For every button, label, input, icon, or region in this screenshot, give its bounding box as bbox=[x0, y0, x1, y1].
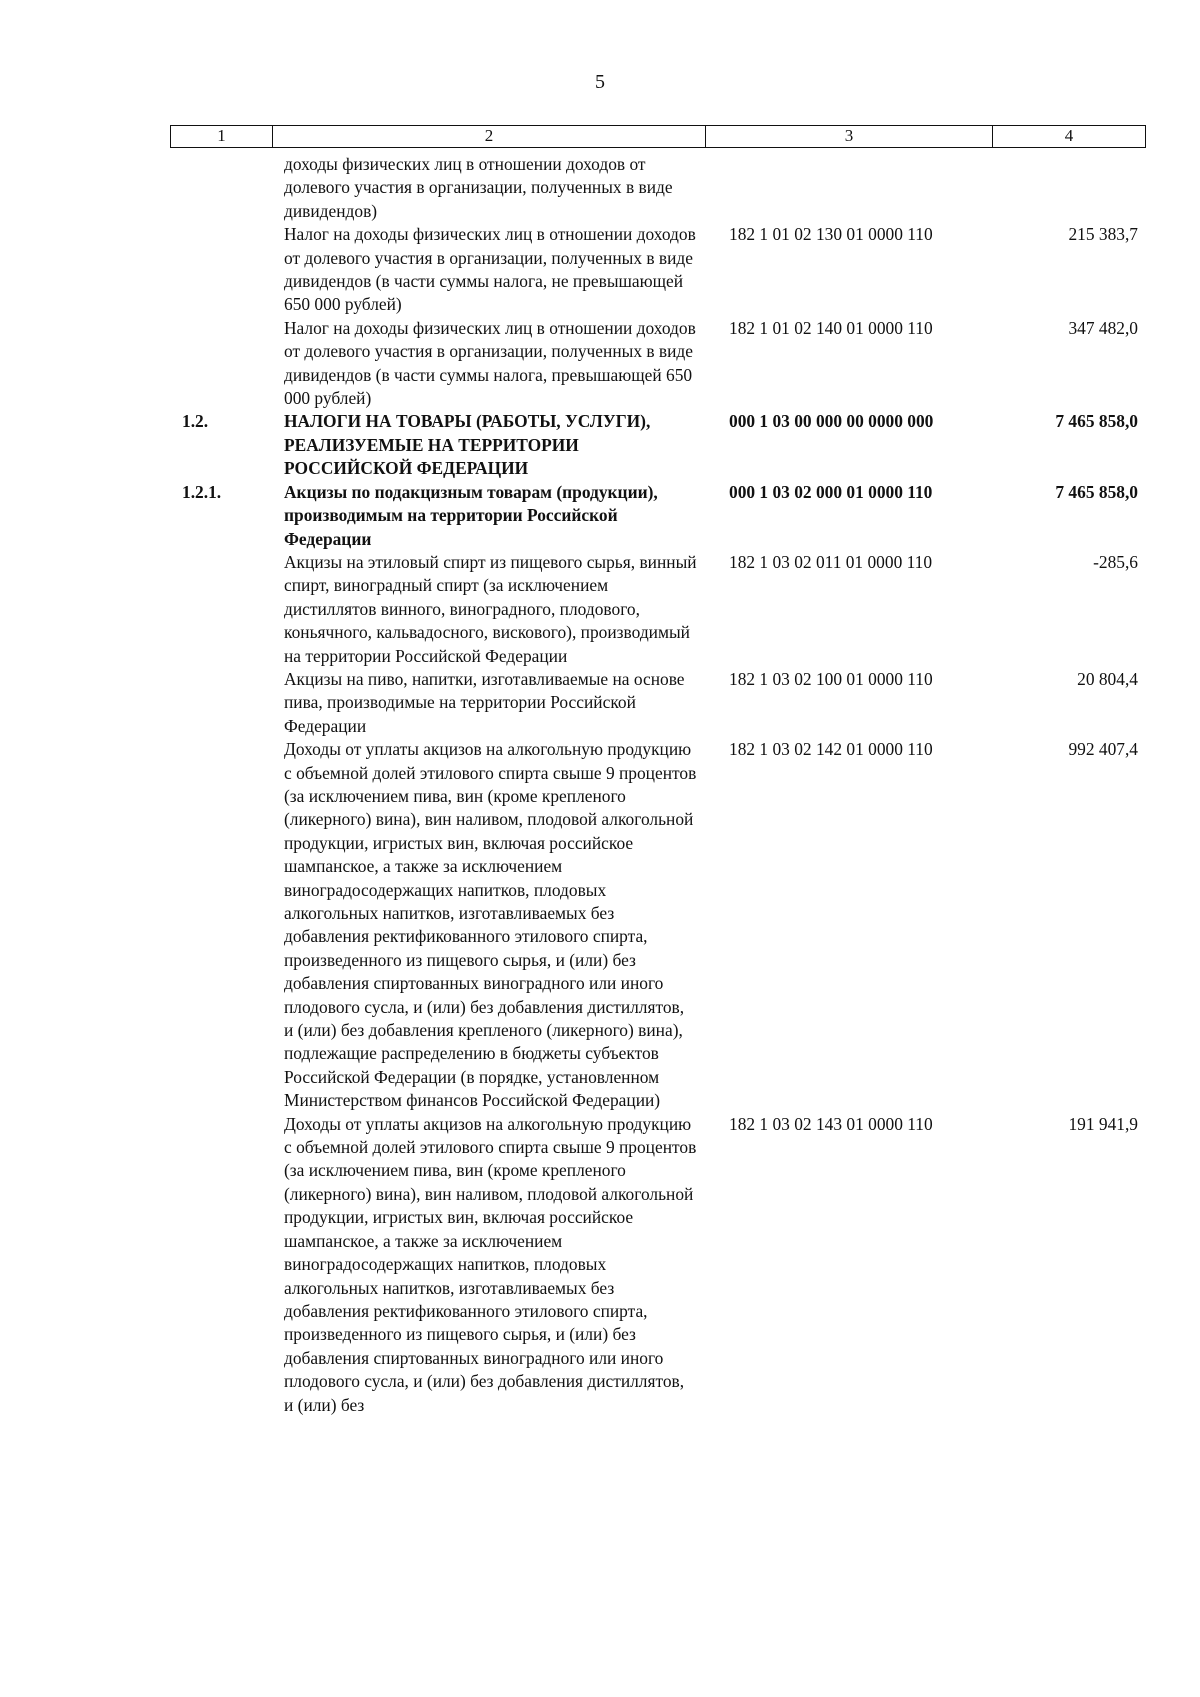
table-row bbox=[170, 738, 1146, 1113]
row-name: Доходы от уплаты акцизов на алкогольную продукцию с объемной долей этилового спирта свыше 9 процентов (за исключением пива, вин (кроме крепленого (ликерного) вина), вин наливом, плодовой алкогольной продукции, игристых вин, включая российское шампанское, а также за исключением виноградосодержащих напитков, плодовых алкогольных напитков, изготавливаемых без добавления ректификованного этилового спирта, произведенного из пищевого сырья, и (или) без добавления спиртованных виноградного или иного плодового сусла, и (или) без добавления дистиллятов, и (или) без bbox=[284, 1113, 697, 1415]
row-number: 1.2. bbox=[182, 411, 209, 432]
row-number bbox=[170, 153, 272, 223]
row-name: Доходы от уплаты акцизов на алкогольную продукцию с объемной долей этилового спирта свыше 9 процентов (за исключением пива, вин (кроме крепленого (ликерного) вина), вин наливом, плодовой алкогольной продукции, игристых вин, включая российское шампанское, а также за исключением виноградосодержащих напитков, плодовых алкогольных напитков, изготавливаемых без добавления ректификованного этилового спирта, произведенного из пищевого сырья, и (или) без добавления спиртованных виноградного или иного плодового сусла, и (или) без добавления дистиллятов, и (или) без добавления крепленого (ликерного) вина), подлежащие распределению в бюджеты субъектов Российской Федерации (в порядке, установленном Министерством финансов Российской Федерации) bbox=[284, 739, 697, 1111]
row-number bbox=[170, 223, 272, 317]
row-number bbox=[170, 317, 272, 411]
row-number bbox=[170, 668, 272, 738]
table-body bbox=[170, 153, 1146, 1417]
row-amount: -285,6 bbox=[1093, 551, 1138, 572]
row-name: Налог на доходы физических лиц в отношении доходов от долевого участия в организации, полученных в виде дивидендов (в части суммы налога, превышающей 650 000 рублей) bbox=[284, 317, 696, 409]
row-amount: 347 482,0 bbox=[1068, 317, 1138, 338]
row-code: 000 1 03 00 000 00 0000 000 bbox=[729, 411, 934, 432]
row-code: 182 1 03 02 011 01 0000 110 bbox=[729, 551, 933, 572]
table-row bbox=[170, 551, 1146, 668]
table-row bbox=[170, 410, 1146, 480]
row-amount: 20 804,4 bbox=[1077, 668, 1138, 689]
row-amount: 7 465 858,0 bbox=[1055, 481, 1138, 502]
row-amount: 191 941,9 bbox=[1068, 1113, 1138, 1134]
table-row bbox=[170, 1113, 1146, 1417]
row-code: 182 1 01 02 130 01 0000 110 bbox=[729, 224, 933, 245]
header-col-2: 2 bbox=[273, 126, 706, 147]
header-col-1: 1 bbox=[171, 126, 273, 147]
header-col-3: 3 bbox=[706, 126, 993, 147]
row-name: Налог на доходы физических лиц в отношении доходов от долевого участия в организации, полученных в виде дивидендов (в части суммы налога, не превышающей 650 000 рублей) bbox=[284, 224, 696, 315]
page-number: 5 bbox=[595, 71, 605, 93]
row-code: 182 1 03 02 143 01 0000 110 bbox=[729, 1113, 933, 1134]
table-row bbox=[170, 668, 1146, 738]
row-number bbox=[170, 738, 272, 1113]
table-row bbox=[170, 481, 1146, 551]
row-number bbox=[170, 1113, 272, 1417]
row-name: доходы физических лиц в отношении доходов от долевого участия в организации, полученных в виде дивидендов) bbox=[284, 154, 673, 221]
row-code: 182 1 03 02 100 01 0000 110 bbox=[729, 668, 933, 689]
row-amount bbox=[992, 153, 1146, 223]
row-amount: 992 407,4 bbox=[1068, 739, 1138, 760]
row-code bbox=[705, 153, 992, 223]
table-header bbox=[170, 125, 1146, 148]
table-row bbox=[170, 153, 1146, 223]
row-code: 000 1 03 02 000 01 0000 110 bbox=[729, 481, 933, 502]
table-row bbox=[170, 223, 1146, 317]
row-number bbox=[170, 551, 272, 668]
row-code: 182 1 03 02 142 01 0000 110 bbox=[729, 739, 933, 760]
header-col-4: 4 bbox=[1064, 126, 1074, 145]
row-number: 1.2.1. bbox=[182, 481, 222, 502]
row-amount: 7 465 858,0 bbox=[1055, 411, 1138, 432]
row-name: Акцизы на этиловый спирт из пищевого сырья, винный спирт, виноградный спирт (за исключением дистиллятов винного, виноградного, плодового, коньячного, кальвадосного, вискового), производимый на территории Российской Федерации bbox=[284, 551, 697, 666]
row-name: НАЛОГИ НА ТОВАРЫ (РАБОТЫ, УСЛУГИ), РЕАЛИЗУЕМЫЕ НА ТЕРРИТОРИИ РОССИЙСКОЙ ФЕДЕРАЦИИ bbox=[284, 411, 651, 479]
row-name: Акцизы на пиво, напитки, изготавливаемые на основе пива, производимые на территории Российской Федерации bbox=[284, 668, 685, 736]
table-row bbox=[170, 317, 1146, 411]
row-code: 182 1 01 02 140 01 0000 110 bbox=[729, 317, 933, 338]
row-name: Акцизы по подакцизным товарам (продукции), производимым на территории Российской Федерации bbox=[284, 481, 658, 549]
row-amount: 215 383,7 bbox=[1068, 224, 1138, 245]
